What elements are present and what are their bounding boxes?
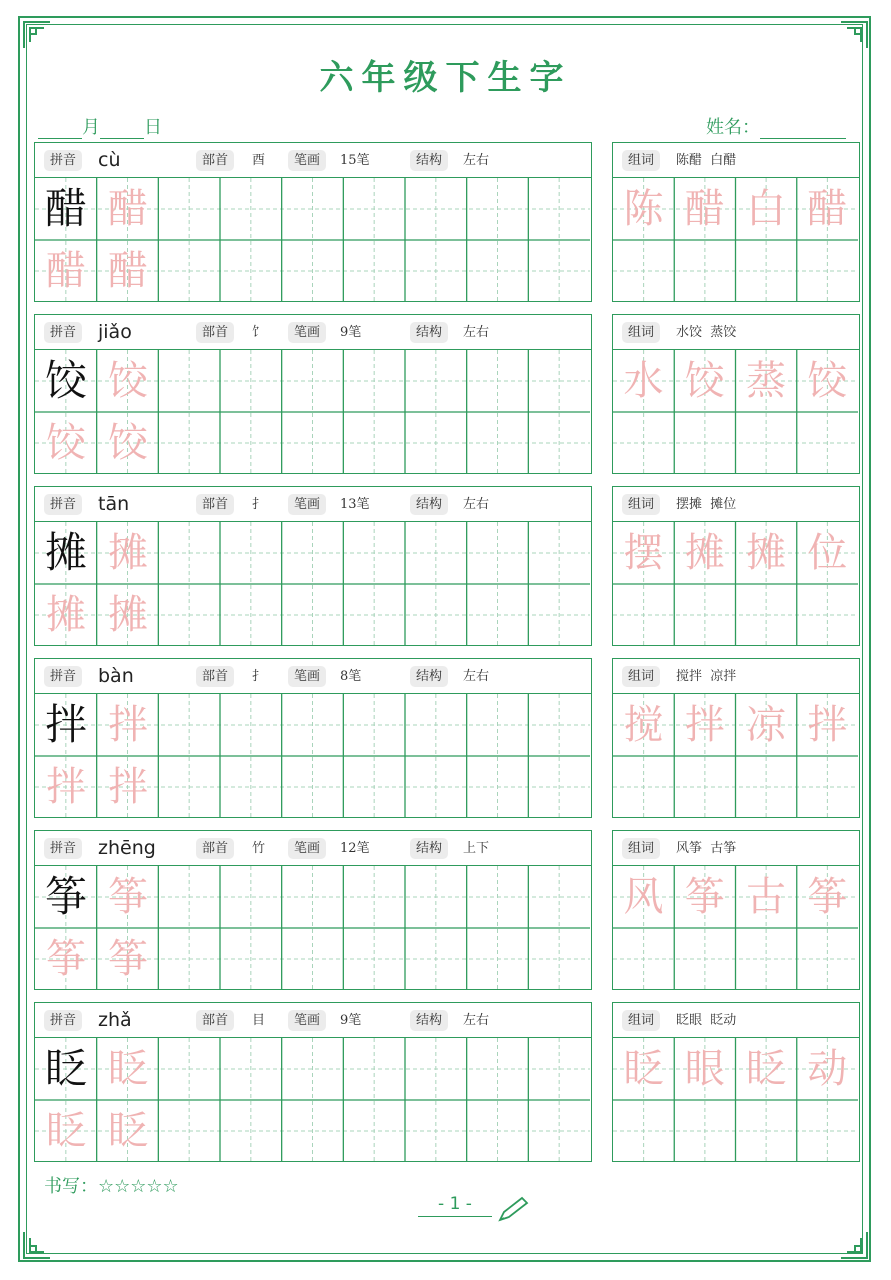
strokes-tag: 笔画 <box>288 150 326 171</box>
words-header <box>613 487 859 522</box>
words-value: 眨眼 眨动 <box>676 1013 737 1028</box>
page-title: 六年级下生字 <box>319 58 572 98</box>
word-trace-character: 摊 <box>746 530 786 576</box>
model-character: 摊 <box>44 528 87 577</box>
trace-character: 醋 <box>46 248 86 294</box>
word-trace-character: 眨 <box>623 1046 664 1092</box>
trace-character: 筝 <box>108 874 148 920</box>
pinyin-tag: 拼音 <box>44 1010 82 1031</box>
words-box <box>612 1002 860 1162</box>
trace-character: 拌 <box>108 764 148 810</box>
pinyin-value: tān <box>98 493 130 515</box>
trace-character: 摊 <box>108 592 148 638</box>
word-trace-character: 饺 <box>807 358 848 404</box>
word-trace-character: 筝 <box>684 874 725 920</box>
words-tag: 组词 <box>622 150 660 171</box>
trace-character: 拌 <box>108 702 148 748</box>
radical-tag: 部首 <box>196 322 234 343</box>
structure-value: 左右 <box>463 497 490 512</box>
word-trace-character: 饺 <box>684 358 725 404</box>
words-tag: 组词 <box>622 322 660 343</box>
day-label: 日 <box>144 117 162 138</box>
model-character: 醋 <box>44 184 87 233</box>
words-tag: 组词 <box>622 494 660 515</box>
word-trace-character: 凉 <box>746 702 786 748</box>
word-trace-character: 蒸 <box>746 358 786 404</box>
word-trace-character: 风 <box>623 874 664 920</box>
info-header <box>35 315 591 350</box>
structure-value: 左右 <box>463 1013 490 1028</box>
strokes-value: 9笔 <box>340 325 362 340</box>
strokes-tag: 笔画 <box>288 838 326 859</box>
page-number: - 1 - <box>418 1194 492 1217</box>
name-label: 姓名： <box>706 117 760 138</box>
structure-tag: 结构 <box>410 838 448 859</box>
word-trace-character: 眨 <box>746 1046 786 1092</box>
trace-character: 饺 <box>46 420 86 466</box>
words-value: 风筝 古筝 <box>676 841 737 856</box>
radical-value: 酉 <box>252 153 266 168</box>
strokes-value: 15笔 <box>340 153 370 168</box>
practice-box <box>34 830 592 990</box>
info-header <box>35 1003 591 1038</box>
words-header <box>613 143 859 178</box>
corner-ornament-icon <box>22 1230 52 1260</box>
radical-value: 扌 <box>252 669 266 684</box>
structure-tag: 结构 <box>410 494 448 515</box>
info-header <box>35 831 591 866</box>
radical-tag: 部首 <box>196 150 234 171</box>
words-header <box>613 831 859 866</box>
word-trace-character: 拌 <box>807 702 848 748</box>
pinyin-value: zhēng <box>98 837 156 859</box>
words-tag: 组词 <box>622 838 660 859</box>
info-header <box>35 487 591 522</box>
radical-value: 饣 <box>252 325 266 340</box>
word-trace-character: 醋 <box>684 186 725 232</box>
strokes-value: 8笔 <box>340 669 362 684</box>
structure-value: 左右 <box>463 325 490 340</box>
word-trace-character: 醋 <box>807 186 848 232</box>
radical-tag: 部首 <box>196 838 234 859</box>
words-tag: 组词 <box>622 1010 660 1031</box>
name-field[interactable] <box>706 113 846 139</box>
info-header <box>35 659 591 694</box>
structure-tag: 结构 <box>410 666 448 687</box>
model-character: 筝 <box>44 872 87 921</box>
trace-character: 眨 <box>46 1108 86 1154</box>
month-label: 月 <box>82 117 100 138</box>
practice-box <box>34 658 592 818</box>
word-trace-character: 水 <box>623 358 664 404</box>
words-value: 水饺 蒸饺 <box>676 325 737 340</box>
trace-character: 眨 <box>108 1046 148 1092</box>
pinyin-value: jiǎo <box>98 321 132 343</box>
radical-value: 扌 <box>252 497 266 512</box>
trace-character: 醋 <box>108 248 148 294</box>
strokes-value: 13笔 <box>340 497 370 512</box>
radical-tag: 部首 <box>196 494 234 515</box>
trace-character: 摊 <box>46 592 86 638</box>
words-box <box>612 830 860 990</box>
word-trace-character: 摊 <box>684 530 725 576</box>
words-value: 陈醋 白醋 <box>676 153 737 168</box>
word-trace-character: 眼 <box>684 1046 725 1092</box>
strokes-tag: 笔画 <box>288 666 326 687</box>
words-box <box>612 142 860 302</box>
practice-box <box>34 486 592 646</box>
word-trace-character: 筝 <box>807 874 848 920</box>
trace-character: 眨 <box>108 1108 148 1154</box>
trace-character: 饺 <box>108 420 148 466</box>
word-trace-character: 白 <box>746 186 786 232</box>
radical-tag: 部首 <box>196 666 234 687</box>
words-box <box>612 314 860 474</box>
word-trace-character: 陈 <box>623 186 664 232</box>
structure-tag: 结构 <box>410 150 448 171</box>
corner-ornament-icon <box>22 20 52 50</box>
structure-value: 左右 <box>463 669 490 684</box>
trace-character: 拌 <box>46 764 86 810</box>
practice-box <box>34 314 592 474</box>
strokes-tag: 笔画 <box>288 494 326 515</box>
pinyin-value: cù <box>98 149 121 171</box>
model-character: 饺 <box>44 356 87 405</box>
structure-tag: 结构 <box>410 1010 448 1031</box>
word-trace-character: 拌 <box>684 702 725 748</box>
radical-tag: 部首 <box>196 1010 234 1031</box>
words-header <box>613 315 859 350</box>
practice-box <box>34 142 592 302</box>
radical-value: 目 <box>252 1013 266 1028</box>
pinyin-value: bàn <box>98 665 134 687</box>
strokes-value: 12笔 <box>340 841 370 856</box>
strokes-value: 9笔 <box>340 1013 362 1028</box>
word-trace-character: 动 <box>807 1046 848 1092</box>
trace-character: 饺 <box>108 358 148 404</box>
trace-character: 醋 <box>108 186 148 232</box>
pinyin-tag: 拼音 <box>44 494 82 515</box>
corner-ornament-icon <box>839 1230 869 1260</box>
word-trace-character: 搅 <box>623 702 664 748</box>
model-character: 拌 <box>44 700 87 749</box>
pen-icon <box>496 1196 530 1224</box>
words-value: 摆摊 摊位 <box>676 497 737 512</box>
practice-box <box>34 1002 592 1162</box>
radical-value: 竹 <box>252 841 266 856</box>
pinyin-tag: 拼音 <box>44 666 82 687</box>
words-header <box>613 659 859 694</box>
structure-value: 左右 <box>463 153 490 168</box>
word-trace-character: 古 <box>746 874 786 920</box>
pinyin-value: zhǎ <box>98 1009 132 1031</box>
date-field[interactable] <box>38 113 162 139</box>
corner-ornament-icon <box>839 20 869 50</box>
word-trace-character: 位 <box>807 530 848 576</box>
words-header <box>613 1003 859 1038</box>
model-character: 眨 <box>44 1044 87 1093</box>
words-tag: 组词 <box>622 666 660 687</box>
structure-value: 上下 <box>463 841 490 856</box>
words-value: 搅拌 凉拌 <box>676 669 737 684</box>
strokes-tag: 笔画 <box>288 1010 326 1031</box>
pinyin-tag: 拼音 <box>44 322 82 343</box>
structure-tag: 结构 <box>410 322 448 343</box>
word-trace-character: 摆 <box>623 530 664 576</box>
words-box <box>612 658 860 818</box>
strokes-tag: 笔画 <box>288 322 326 343</box>
pinyin-tag: 拼音 <box>44 838 82 859</box>
info-header <box>35 143 591 178</box>
trace-character: 筝 <box>108 936 148 982</box>
pinyin-tag: 拼音 <box>44 150 82 171</box>
trace-character: 摊 <box>108 530 148 576</box>
writing-rating: 书写：☆☆☆☆☆ <box>44 1176 179 1197</box>
words-box <box>612 486 860 646</box>
trace-character: 筝 <box>46 936 86 982</box>
